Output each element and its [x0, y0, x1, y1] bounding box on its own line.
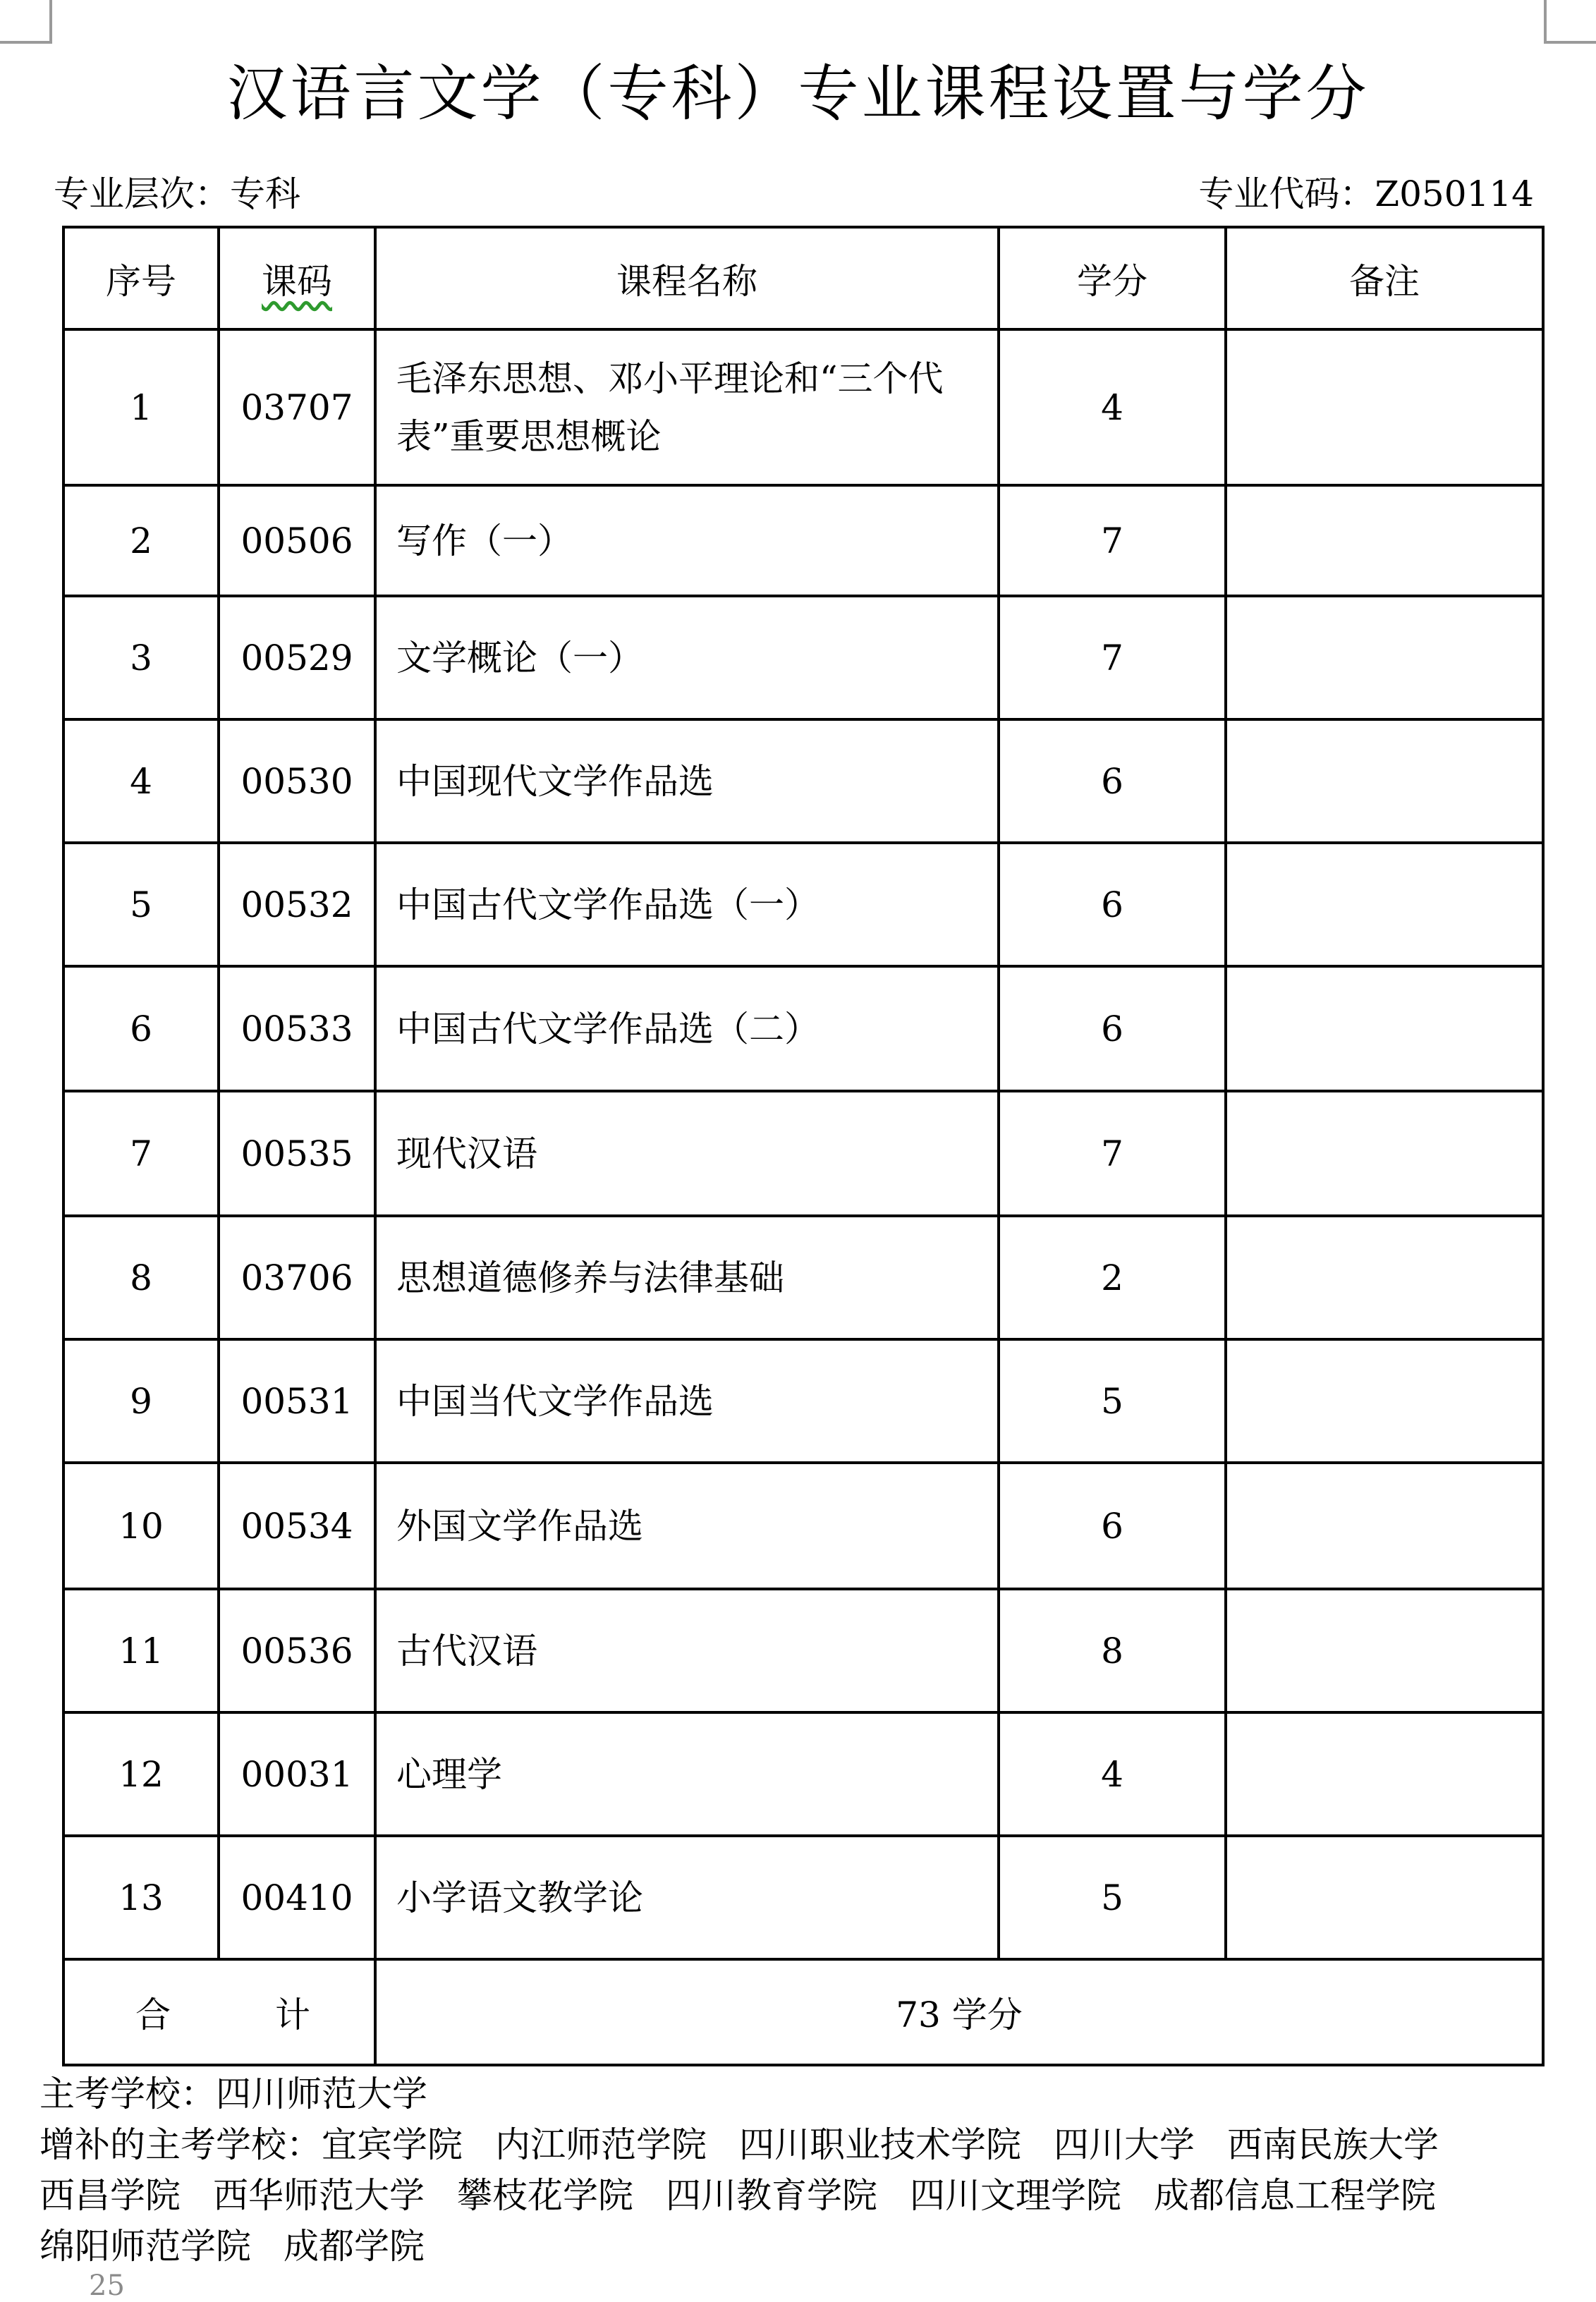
- school-name: 成都信息工程学院: [1154, 2175, 1436, 2216]
- school-name: 四川大学: [1054, 2124, 1195, 2165]
- supplementary-schools-line-2: [39, 2170, 1584, 2221]
- cell-code: 03706: [219, 1216, 375, 1339]
- cell-name: 外国文学作品选: [375, 1463, 999, 1589]
- cell-note: [1226, 1836, 1543, 1959]
- table-row: [63, 843, 1543, 966]
- cell-code: 00536: [219, 1589, 375, 1712]
- cell-no: 9: [63, 1339, 219, 1463]
- table-row: [63, 1339, 1543, 1463]
- table-row: [63, 1712, 1543, 1836]
- table-row: [63, 719, 1543, 843]
- cell-note: [1226, 485, 1543, 596]
- crop-mark-top-left: [0, 0, 52, 44]
- total-label-ji: 计: [275, 1995, 310, 2035]
- cell-name: 文学概论（一）: [375, 596, 999, 719]
- header-credit: 学分: [999, 227, 1226, 329]
- cell-name: 思想道德修养与法律基础: [375, 1216, 999, 1339]
- cell-note: [1226, 843, 1543, 966]
- school-name: 宜宾学院: [322, 2124, 463, 2165]
- header-no: 序号: [63, 227, 219, 329]
- cell-no: 13: [63, 1836, 219, 1959]
- cell-name: 中国古代文学作品选（二）: [375, 966, 999, 1091]
- table-row: [63, 1589, 1543, 1712]
- cell-no: 10: [63, 1463, 219, 1589]
- table-header-row: [63, 227, 1543, 329]
- header-name: 课程名称: [375, 227, 999, 329]
- cell-code: 00531: [219, 1339, 375, 1463]
- school-name: 攀枝花学院: [457, 2175, 633, 2216]
- table-row: [63, 485, 1543, 596]
- cell-credit: 7: [999, 485, 1226, 596]
- cell-note: [1226, 596, 1543, 719]
- course-table: [62, 226, 1545, 2066]
- supplementary-schools-line-3: [39, 2221, 1584, 2272]
- cell-credit: 7: [999, 596, 1226, 719]
- major-level: 专业层次：专科: [54, 173, 300, 214]
- cell-credit: 4: [999, 1712, 1226, 1836]
- cell-note: [1226, 1589, 1543, 1712]
- page-number: 25: [89, 2270, 125, 2302]
- cell-credit: 6: [999, 1463, 1226, 1589]
- school-name: 成都学院: [284, 2226, 425, 2267]
- cell-name: 古代汉语: [375, 1589, 999, 1712]
- cell-credit: 7: [999, 1091, 1226, 1216]
- cell-credit: 5: [999, 1836, 1226, 1959]
- cell-credit: 6: [999, 719, 1226, 843]
- school-name: 四川职业技术学院: [739, 2124, 1021, 2165]
- cell-code: 00534: [219, 1463, 375, 1589]
- total-label-he: 合: [135, 1995, 171, 2035]
- cell-code: 00410: [219, 1836, 375, 1959]
- cell-no: 4: [63, 719, 219, 843]
- cell-note: [1226, 1712, 1543, 1836]
- table-row: [63, 329, 1543, 485]
- cell-note: [1226, 966, 1543, 1091]
- cell-no: 11: [63, 1589, 219, 1712]
- cell-name: 中国古代文学作品选（一）: [375, 843, 999, 966]
- cell-no: 7: [63, 1091, 219, 1216]
- school-name: 绵阳师范学院: [39, 2226, 251, 2267]
- cell-name: 毛泽东思想、邓小平理论和“三个代表”重要思想概论: [375, 329, 999, 485]
- table-row: [63, 1463, 1543, 1589]
- cell-code: 00506: [219, 485, 375, 596]
- cell-no: 3: [63, 596, 219, 719]
- table-row: [63, 1091, 1543, 1216]
- cell-credit: 6: [999, 966, 1226, 1091]
- cell-code: 03707: [219, 329, 375, 485]
- school-name: 四川教育学院: [666, 2175, 877, 2216]
- cell-no: 8: [63, 1216, 219, 1339]
- cell-name: 写作（一）: [375, 485, 999, 596]
- table-row: [63, 596, 1543, 719]
- page-title: 汉语言文学（专科）专业课程设置与学分: [226, 59, 1370, 129]
- cell-credit: 4: [999, 329, 1226, 485]
- cell-code: 00530: [219, 719, 375, 843]
- total-row: [63, 1959, 1543, 2065]
- cell-note: [1226, 1091, 1543, 1216]
- cell-code: 00532: [219, 843, 375, 966]
- supplementary-schools-line-1: [39, 2119, 1584, 2170]
- major-code: 专业代码：Z050114: [1198, 173, 1534, 214]
- total-label: [65, 1987, 374, 2038]
- header-code: [219, 227, 375, 329]
- school-name: 内江师范学院: [495, 2124, 707, 2165]
- cell-note: [1226, 1463, 1543, 1589]
- cell-name: 中国现代文学作品选: [375, 719, 999, 843]
- school-name: 西南民族大学: [1227, 2124, 1439, 2165]
- cell-code: 00535: [219, 1091, 375, 1216]
- table-row: [63, 1836, 1543, 1959]
- cell-name: 现代汉语: [375, 1091, 999, 1216]
- cell-note: [1226, 1216, 1543, 1339]
- cell-no: 1: [63, 329, 219, 485]
- cell-code: 00529: [219, 596, 375, 719]
- header-code-label: 课码: [262, 260, 332, 302]
- cell-no: 2: [63, 485, 219, 596]
- total-label-cell: [63, 1959, 375, 2065]
- total-value: 73 学分: [375, 1959, 1543, 2065]
- school-name: 西昌学院: [39, 2175, 181, 2216]
- supplementary-label: 增补的主考学校：: [39, 2124, 322, 2165]
- table-row: [63, 1216, 1543, 1339]
- table-row: [63, 966, 1543, 1091]
- cell-note: [1226, 719, 1543, 843]
- header-note: 备注: [1226, 227, 1543, 329]
- cell-name: 心理学: [375, 1712, 999, 1836]
- cell-note: [1226, 1339, 1543, 1463]
- cell-note: [1226, 329, 1543, 485]
- cell-credit: 2: [999, 1216, 1226, 1339]
- cell-no: 6: [63, 966, 219, 1091]
- cell-code: 00031: [219, 1712, 375, 1836]
- cell-no: 5: [63, 843, 219, 966]
- cell-name: 小学语文教学论: [375, 1836, 999, 1959]
- school-name: 西华师范大学: [213, 2175, 425, 2216]
- cell-code: 00533: [219, 966, 375, 1091]
- cell-name: 中国当代文学作品选: [375, 1339, 999, 1463]
- cell-no: 12: [63, 1712, 219, 1836]
- cell-credit: 6: [999, 843, 1226, 966]
- main-school: 主考学校：四川师范大学: [39, 2073, 427, 2114]
- footer: [39, 2069, 1584, 2272]
- crop-mark-top-right: [1544, 0, 1596, 44]
- school-name: 四川文理学院: [910, 2175, 1121, 2216]
- cell-credit: 5: [999, 1339, 1226, 1463]
- cell-credit: 8: [999, 1589, 1226, 1712]
